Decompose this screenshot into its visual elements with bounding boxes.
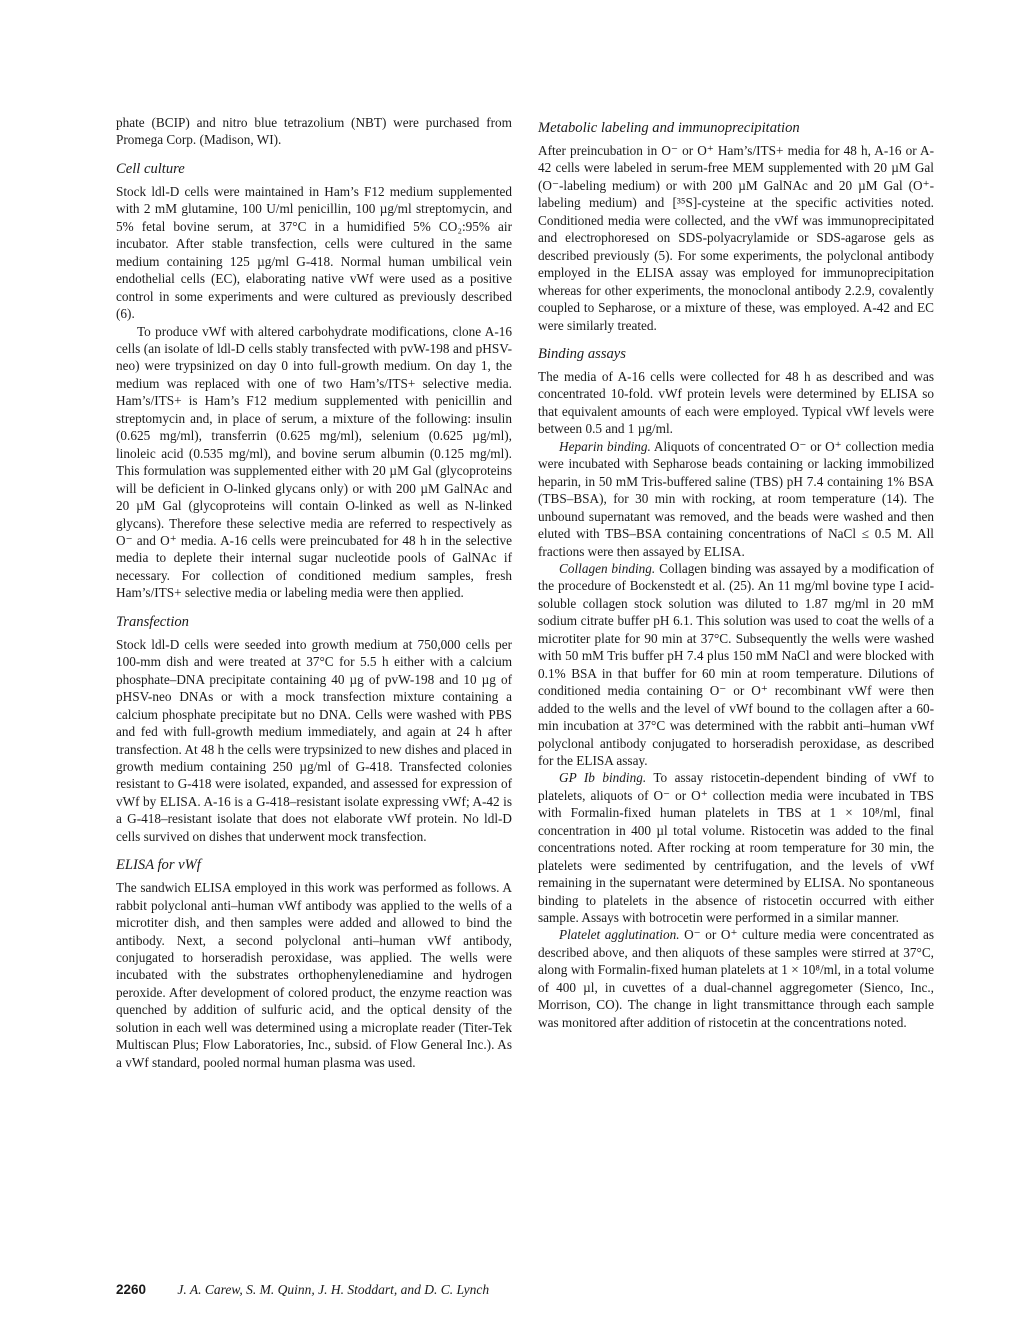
paragraph-text: Aliquots of concentrated O⁻ or O⁺ collection media were incubated with Sepharose beads containing or lacking immobilized heparin, in 50 mM Tris-buffered saline (TBS) pH 7.4 containing 1% BSA (TBS–BSA), for 30 min with rocking, at room temperature (14). The unbound supernatant was removed, and the beads were washed and then eluted with TBS–BSA containing concentrations of NaCl ≤ 0.5 M. All fractions were then assayed by ELISA. — [538, 438, 934, 559]
paragraph: Stock ldl-D cells were seeded into growth medium at 750,000 cells per 100-mm dish and were treated at 37°C for 5.5 h either with a calcium phosphate–DNA precipitate containing 40 µg of pvW-198 and 10 µg of pHSV-neo DNAs or with a mock transfection mixture containing a calcium phosphate precipitate but no DNA. Cells were washed with PBS and fed with full-growth medium immediately, and again at 24 h after transfection. At 48 h the cells were trypsinized to new dishes and placed in growth medium containing 250 µg/ml of G-418. Transfected colonies resistant to G-418 were isolated, expanded, and assessed for expression of vWf by ELISA. A-16 is a G-418–resistant isolate expressing vWf; A-42 is a G-418–resistant isolate that does not elaborate vWf protein. No ldl-D cells survived on dishes that underwent mock transfection. — [116, 636, 512, 844]
paragraph: The media of A-16 cells were collected for 48 h as described and was concentrated 10-fold. vWf protein levels were determined by ELISA so that equivalent amounts of each were employed. Typical vWf levels were between 0.5 and 1 µg/ml. — [538, 368, 934, 437]
paragraph-collagen-binding — [538, 560, 934, 769]
section-heading-cell-culture: Cell culture — [116, 160, 185, 177]
left-column — [116, 114, 512, 1071]
right-column — [538, 119, 934, 1031]
page-number: 2260 — [116, 1282, 147, 1297]
paragraph: After preincubation in O⁻ or O⁺ Ham’s/ITS+ media for 48 h, A-16 or A-42 cells were labeled in serum-free MEM supplemented with 20 µM Gal (O⁻-labeling medium) or with 200 µM GalNAc and 20 µM Gal (O⁺-labeling medium) and [³⁵S]-cysteine at the specific activities noted. Conditioned media were collected, and the vWf was immunoprecipitated and electrophoresed on SDS-polyacrylamide or SDS-agarose gels as described previously (5). For some experiments, the polyclonal antibody employed in the ELISA assay was employed for immunoprecipitation whereas for other experiments, the monoclonal antibody 2.2.9, covalently coupled to Sepharose, or a mixture of these, was employed. A-42 and EC were similarly treated. — [538, 143, 934, 333]
paragraph-text: Collagen binding was assayed by a modification of the procedure of Bockenstedt et al. (25). An 11 mg/ml bovine type I acid-soluble collagen stock solution was diluted to 1.87 mg/ml in 20 mM sodium citrate buffer pH 6.1. This solution was used to coat the wells of a microtiter plate for 90 min at 37°C. Subsequently the wells were washed with 50 mM Tris buffer pH 7.4 plus 150 mM NaCl and were blocked with 0.1% BSA in that buffer for 60 min at room temperature. Dilutions of conditioned media containing O⁻ or O⁺ recombinant vWf were then added to the wells and the level of vWf bound to the collagen after a 60-min incubation at 37°C was determined with the rabbit anti–human vWf polyclonal antibody conjugated to horseradish peroxidase, as described for the ELISA assay. — [538, 560, 934, 768]
run-in-heading: Heparin binding. — [559, 438, 651, 454]
paragraph: The sandwich ELISA employed in this work was performed as follows. A rabbit polyclonal anti–human vWf antibody was applied to the wells of a microtiter dish, and then samples were added and allowed to bind the antibody. Next, a second polyclonal anti–human vWf antibody, conjugated to horseradish peroxidase, was applied. The wells were incubated with the substrates orthophenylenediamine and hydrogen peroxide. After development of colored product, the enzyme reaction was quenched by addition of sulfuric acid, and the optical density of the solution in each well was determined using a microplate reader (Titer-Tek Multiscan Plus; Flow Laboratories, Inc., subsid. of Flow General Inc.). As a vWf standard, pooled normal human plasma was used. — [116, 880, 512, 1070]
section-heading-metabolic-labeling: Metabolic labeling and immunoprecipitation — [538, 120, 800, 136]
paragraph-platelet-agglutination — [538, 926, 934, 1031]
paragraph-gp-ib-binding — [538, 769, 934, 926]
run-in-heading: GP Ib binding. — [559, 770, 647, 786]
paragraph-text: To assay ristocetin-dependent binding of vWf to platelets, aliquots of O⁻ or O⁺ collection media were incubated in TBS with Formalin-fixed human platelets in TBS at 1 × 10⁸/ml, final concentration in 400 µl total volume. Ristocetin was added to the final concentrations noted. After rocking at room temperature for 30 min, the platelets were sedimented by centrifugation, and the levels of vWf remaining in the supernatant were determined by ELISA. No spontaneous binding to platelets in the absence of ristocetin occurred with either sample. Assays with botrocetin were performed in a similar manner. — [538, 770, 934, 926]
paragraph: phate (BCIP) and nitro blue tetrazolium (NBT) were purchased from Promega Corp. (Madison, WI). — [116, 115, 512, 148]
paragraph: Stock ldl-D cells were maintained in Ham’s F12 medium supplemented with 2 mM glutamine, 100 U/ml penicillin, 100 µg/ml streptomycin, and 5% fetal bovine serum, at 37°C in a humidified 5% CO₂:95% air incubator. After stable transfection, cells were cultured in the same medium containing 125 µg/ml G-418. Normal human umbilical vein endothelial cells (EC), elaborating native vWf were used as a positive control in some experiments and were cultured as previously described (6). — [116, 183, 512, 322]
running-authors: J. A. Carew, S. M. Quinn, J. H. Stoddart, and D. C. Lynch — [177, 1282, 490, 1297]
paragraph-heparin-binding — [538, 438, 934, 560]
section-heading-binding-assays: Binding assays — [538, 345, 626, 362]
run-in-heading: Collagen binding. — [559, 560, 656, 576]
paragraph-text: O⁻ or O⁺ culture media were concentrated as described above, and then aliquots of these samples were stirred at 37°C, along with Formalin-fixed human platelets at 1 × 10⁸/ml, in a total volume of 400 µl, in cuvettes of a dual-channel aggregometer (Sienco, Inc., Morrison, CO). The change in light transmittance through each sample was monitored after addition of ristocetin at the concentrations noted. — [538, 927, 934, 1030]
run-in-heading: Platelet agglutination. — [559, 927, 680, 943]
section-heading-elisa: ELISA for vWf — [116, 857, 201, 874]
paragraph: To produce vWf with altered carbohydrate modifications, clone A-16 cells (an isolate of ldl-D cells stably transfected with pvW-198 and pHSV-neo) were trypsinized on day 0 into full-growth medium. On day 1, the medium was replaced with one of two Ham’s/ITS+ selective media. Ham’s/ITS+ is Ham’s F12 medium supplemented with penicillin and streptomycin and, in place of serum, a mixture of the following: insulin (0.625 mg/ml), transferrin (0.625 mg/ml), selenium (0.625 µg/ml), linoleic acid (0.535 mg/ml), and bovine serum albumin (0.125 mg/ml). This formulation was supplemented either with 20 µM Gal (glycoproteins will be deficient in O-linked glycans only) or with 200 µM GalNAc and 20 µM Gal (glycoproteins will contain O-linked as well as N-linked glycans). Therefore these selective media are referred to respectively as O⁻ and O⁺ media. A-16 cells were preincubated for 48 h in the selective media to deplete their internal sugar nucleotide pools of GalNAc if necessary. For collection of conditioned medium samples, fresh Ham’s/ITS+ selective media or labeling media were then applied. — [116, 323, 512, 601]
page-footer — [116, 1282, 489, 1298]
section-heading-transfection: Transfection — [116, 613, 189, 630]
